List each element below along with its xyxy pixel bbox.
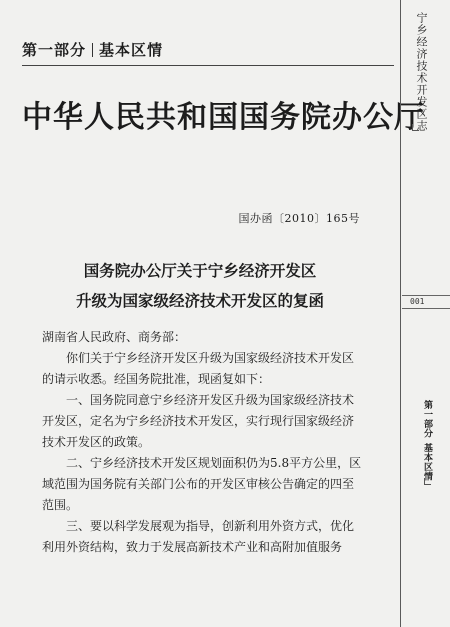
body-line: 范围。 bbox=[42, 498, 79, 512]
body-line: 二、宁乡经济技术开发区规划面积仍为5.8平方公里，区 bbox=[66, 456, 362, 470]
addressee: 湖南省人民政府、商务部： bbox=[42, 330, 187, 344]
sidebar-part-label: 第一部分 bbox=[422, 400, 432, 438]
corner-mark bbox=[424, 478, 431, 485]
doc-number: 国办函〔2010〕165号 bbox=[238, 212, 360, 225]
body-line: 一、国务院同意宁乡经济开发区升级为国家级经济技术 bbox=[66, 393, 355, 407]
body-line: 的请示收悉。经国务院批准，现函复如下： bbox=[42, 372, 271, 386]
body-line: 利用外资结构，致力于发展高新技术产业和高附加值服务 bbox=[42, 540, 343, 554]
book-title-vertical: 宁乡经济技术开发区志 bbox=[415, 12, 428, 132]
body-line: 三、要以科学发展观为指导，创新利用外资方式，优化 bbox=[66, 519, 355, 533]
body-line: 你们关于宁乡经济开发区升级为国家级经济技术开发区 bbox=[66, 351, 355, 365]
sidebar-section-vertical bbox=[422, 400, 434, 481]
section-label: 基本区情 bbox=[99, 41, 164, 59]
doc-title-line-1: 国务院办公厅关于宁乡经济开发区 bbox=[83, 261, 317, 280]
doc-title-line-2: 升级为国家级经济技术开发区的复函 bbox=[75, 291, 324, 310]
header-divider bbox=[92, 43, 93, 57]
body-line: 技术开发区的政策。 bbox=[42, 435, 151, 449]
page-number: 001 bbox=[402, 295, 450, 309]
body-line: 域范围为国务院有关部门公布的开发区审核公告确定的四至 bbox=[42, 477, 355, 491]
corner-mark bbox=[412, 124, 419, 131]
body-line: 开发区，定名为宁乡经济技术开发区，实行现行国家级经济 bbox=[42, 414, 355, 428]
part-label: 第一部分 bbox=[22, 41, 87, 59]
org-title: 中华人民共和国国务院办公厅 bbox=[22, 100, 425, 135]
part-header bbox=[22, 39, 394, 66]
sidebar-section-label: 基本区情 bbox=[422, 443, 432, 481]
